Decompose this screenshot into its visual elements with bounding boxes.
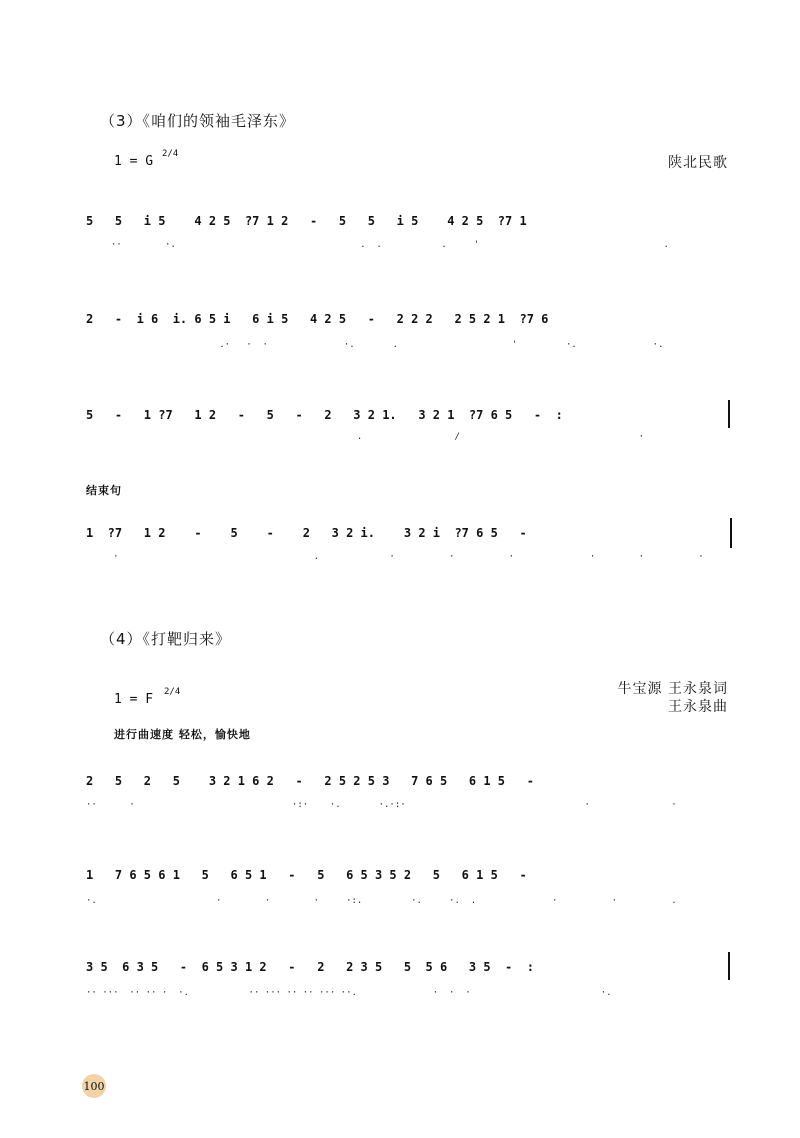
final-barline-1 (730, 518, 732, 548)
piece-3-title: （3）《咱们的领袖毛泽东》 (100, 112, 296, 130)
piece-3-source: 陕北民歌 (668, 155, 728, 171)
piece-3-key: 1 = G (114, 154, 154, 169)
page-number: 100 (83, 1079, 105, 1093)
piece-4-tempo: 进行曲速度 轻松，愉快地 (114, 728, 251, 741)
piece-3-line-2: 2 - i 6 i. 6 5 i 6 i 5 4 2 5 - 2 2 2 2 5 2 1 ?7 6 (86, 312, 549, 326)
piece-3-line-3: 5 - 1 ?7 1 2 - 5 - 2 3 2 1. 3 2 1 ?7 6 5 - : (86, 408, 563, 422)
piece-3-line-1-dots: ·· ·. . . . ' . (100, 240, 669, 250)
piece-4-line-3: 3 5 6 3 5 - 6 5 3 1 2 - 2 2 3 5 5 5 6 3 5 - : (86, 960, 534, 974)
piece-4-line-3-dots: ·· ··· ·· ·· · ·. ·· ··· ·· ·· ··· ··. · · · ·. (86, 988, 612, 998)
piece-4-composer: 王永泉曲 (668, 699, 728, 715)
piece-4-line-2: 1 7 6 5 6 1 5 6 5 1 - 5 6 5 3 5 2 5 6 1 5 - (86, 868, 527, 882)
repeat-barline-1 (728, 400, 730, 428)
repeat-barline-2 (728, 952, 730, 980)
piece-3-line-1: 5 5 i 5 4 2 5 ?7 1 2 - 5 5 i 5 4 2 5 ?7 1 (86, 214, 527, 228)
piece-4-title: （4）《打靶归来》 (100, 630, 232, 648)
piece-3-meter: 2/4 (162, 149, 179, 159)
piece-3-line-3-dots: . / · (86, 432, 645, 442)
piece-4-line-1-dots: ·· · ·:· ·. ·.·:· · · (86, 800, 677, 810)
piece-3-line-4: 1 ?7 1 2 - 5 - 2 3 2 i. 3 2 i ?7 6 5 - (86, 526, 527, 540)
piece-4-line-2-dots: ·. · · · ·:. ·. ·. . · · . (86, 896, 677, 906)
piece-4-meter: 2/4 (164, 687, 181, 697)
piece-3-line-2-dots: .· · · ·. . ' ·. ·. (100, 340, 664, 350)
page-number-badge (82, 1074, 106, 1098)
ending-label: 结束句 (86, 484, 122, 497)
piece-3-line-4-dots: · . · · · · · · (86, 552, 704, 562)
piece-4-lyricist: 牛宝源 王永泉词 (617, 681, 728, 697)
piece-4-key: 1 = F (114, 692, 154, 707)
piece-4-line-1: 2 5 2 5 3 2 1 6 2 - 2 5 2 5 3 7 6 5 6 1 5 - (86, 774, 534, 788)
